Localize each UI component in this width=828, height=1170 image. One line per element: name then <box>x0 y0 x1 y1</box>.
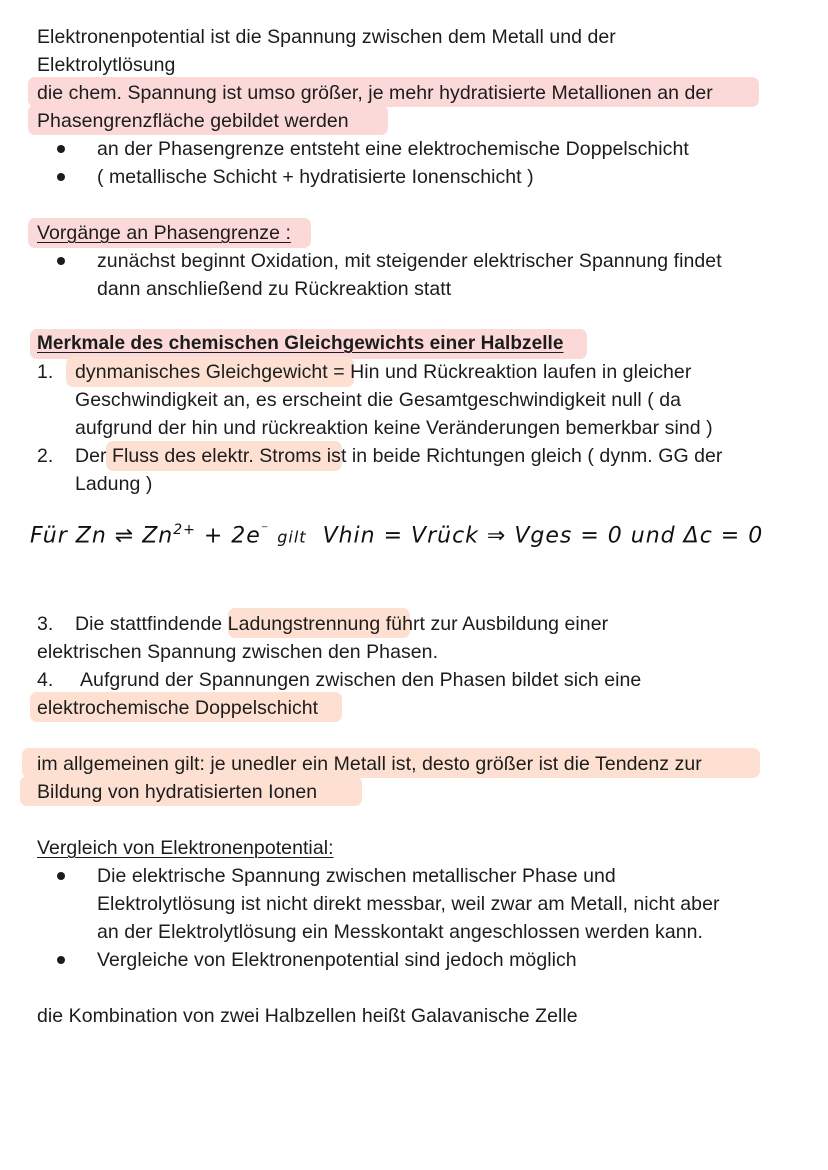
list-number: 2. <box>37 445 54 467</box>
bullet-icon <box>57 173 65 181</box>
list-item-1 <box>75 358 691 386</box>
allgemein-line: Bildung von hydratisierten Ionen <box>37 781 318 803</box>
list-text: elektrischen Spannung zwischen den Phasen. <box>37 641 439 663</box>
list-text: Ladung ) <box>75 473 153 495</box>
bullet-text: ( metallische Schicht + hydratisierte Ionenschicht ) <box>97 166 534 188</box>
handwritten-equation <box>30 515 763 552</box>
hw-v-eq: Vhin = Vrück <box>322 523 479 549</box>
list-item-2 <box>75 442 722 470</box>
highlight-text: Fluss des elektr. Stroms <box>112 445 322 467</box>
bullet-icon <box>57 257 65 265</box>
intro-line: die chem. Spannung ist umso größer, je mehr hydratisierte Metallionen an der <box>37 82 713 104</box>
bullet-text: an der Phasengrenze entsteht eine elektrochemische Doppelschicht <box>97 138 689 160</box>
hw-fuer: Für <box>30 523 68 549</box>
section-heading-vergleich: Vergleich von Elektronenpotential: <box>37 837 334 859</box>
section-heading-vorgaenge: Vorgänge an Phasengrenze : <box>37 222 291 244</box>
list-text: Der <box>75 445 113 467</box>
intro-line: Phasengrenzfläche gebildet werden <box>37 110 349 132</box>
hw-und: und <box>630 523 676 549</box>
list-item-4: Aufgrund der Spannungen zwischen den Phasen bildet sich eine <box>80 669 642 691</box>
list-text: aufgrund der hin und rückreaktion keine Veränderungen bemerkbar sind ) <box>75 417 713 439</box>
list-item-3 <box>75 610 608 638</box>
closing-line: die Kombination von zwei Halbzellen heißt Galavanische Zelle <box>37 1005 578 1027</box>
hw-product: Zn <box>142 523 174 549</box>
hw-electrons: + 2e <box>203 523 261 549</box>
section-heading-merkmale: Merkmale des chemischen Gleichgewichts einer Halbzelle <box>37 333 564 354</box>
bullet-text: zunächst beginnt Oxidation, mit steigender elektrischer Spannung findet <box>97 250 722 272</box>
list-text: Die stattfindende <box>75 613 228 635</box>
list-text: führt zur Ausbildung einer <box>380 613 609 635</box>
bullet-icon <box>57 145 65 153</box>
intro-line: Elektrolytlösung <box>37 54 176 76</box>
implies-arrow-icon: ⇒ <box>486 523 507 549</box>
bullet-icon <box>57 872 65 880</box>
bullet-text: dann anschließend zu Rückreaktion statt <box>97 278 452 300</box>
list-text: = Hin und Rückreaktion laufen in gleicher <box>327 361 692 383</box>
bullet-text: Die elektrische Spannung zwischen metallischer Phase und <box>97 865 616 887</box>
highlight-text: Ladungstrennung <box>227 613 381 635</box>
hw-delta: Δc = 0 <box>683 523 764 549</box>
list-text: ist in beide Richtungen gleich ( dynm. GG der <box>321 445 723 467</box>
highlight-text: dynmanisches Gleichgewicht <box>75 361 328 383</box>
list-number: 4. <box>37 669 54 691</box>
bullet-text: Elektrolytlösung ist nicht direkt messbar, weil zwar am Metall, nicht aber <box>97 893 720 915</box>
list-number: 1. <box>37 361 54 383</box>
bullet-text: an der Elektrolytlösung ein Messkontakt angeschlossen werden kann. <box>97 921 703 943</box>
bullet-icon <box>57 956 65 964</box>
highlight-text: elektrochemische Doppelschicht <box>37 697 319 719</box>
hw-v-ges: Vges = 0 <box>514 523 623 549</box>
list-number: 3. <box>37 613 54 635</box>
bullet-text: Vergleiche von Elektronenpotential sind jedoch möglich <box>97 949 577 971</box>
hw-charge: 2+ <box>173 522 196 538</box>
hw-gilt: gilt <box>277 527 307 547</box>
allgemein-line: im allgemeinen gilt: je unedler ein Metall ist, desto größer ist die Tendenz zur <box>37 753 702 775</box>
list-text: Geschwindigkeit an, es erscheint die Gesamtgeschwindigkeit null ( da <box>75 389 682 411</box>
equilibrium-arrow-icon: ⇌ <box>114 523 135 549</box>
intro-line: Elektronenpotential ist die Spannung zwischen dem Metall und der <box>37 26 616 48</box>
hw-minus: ⁻ <box>260 522 270 538</box>
hw-zn: Zn <box>75 523 107 549</box>
